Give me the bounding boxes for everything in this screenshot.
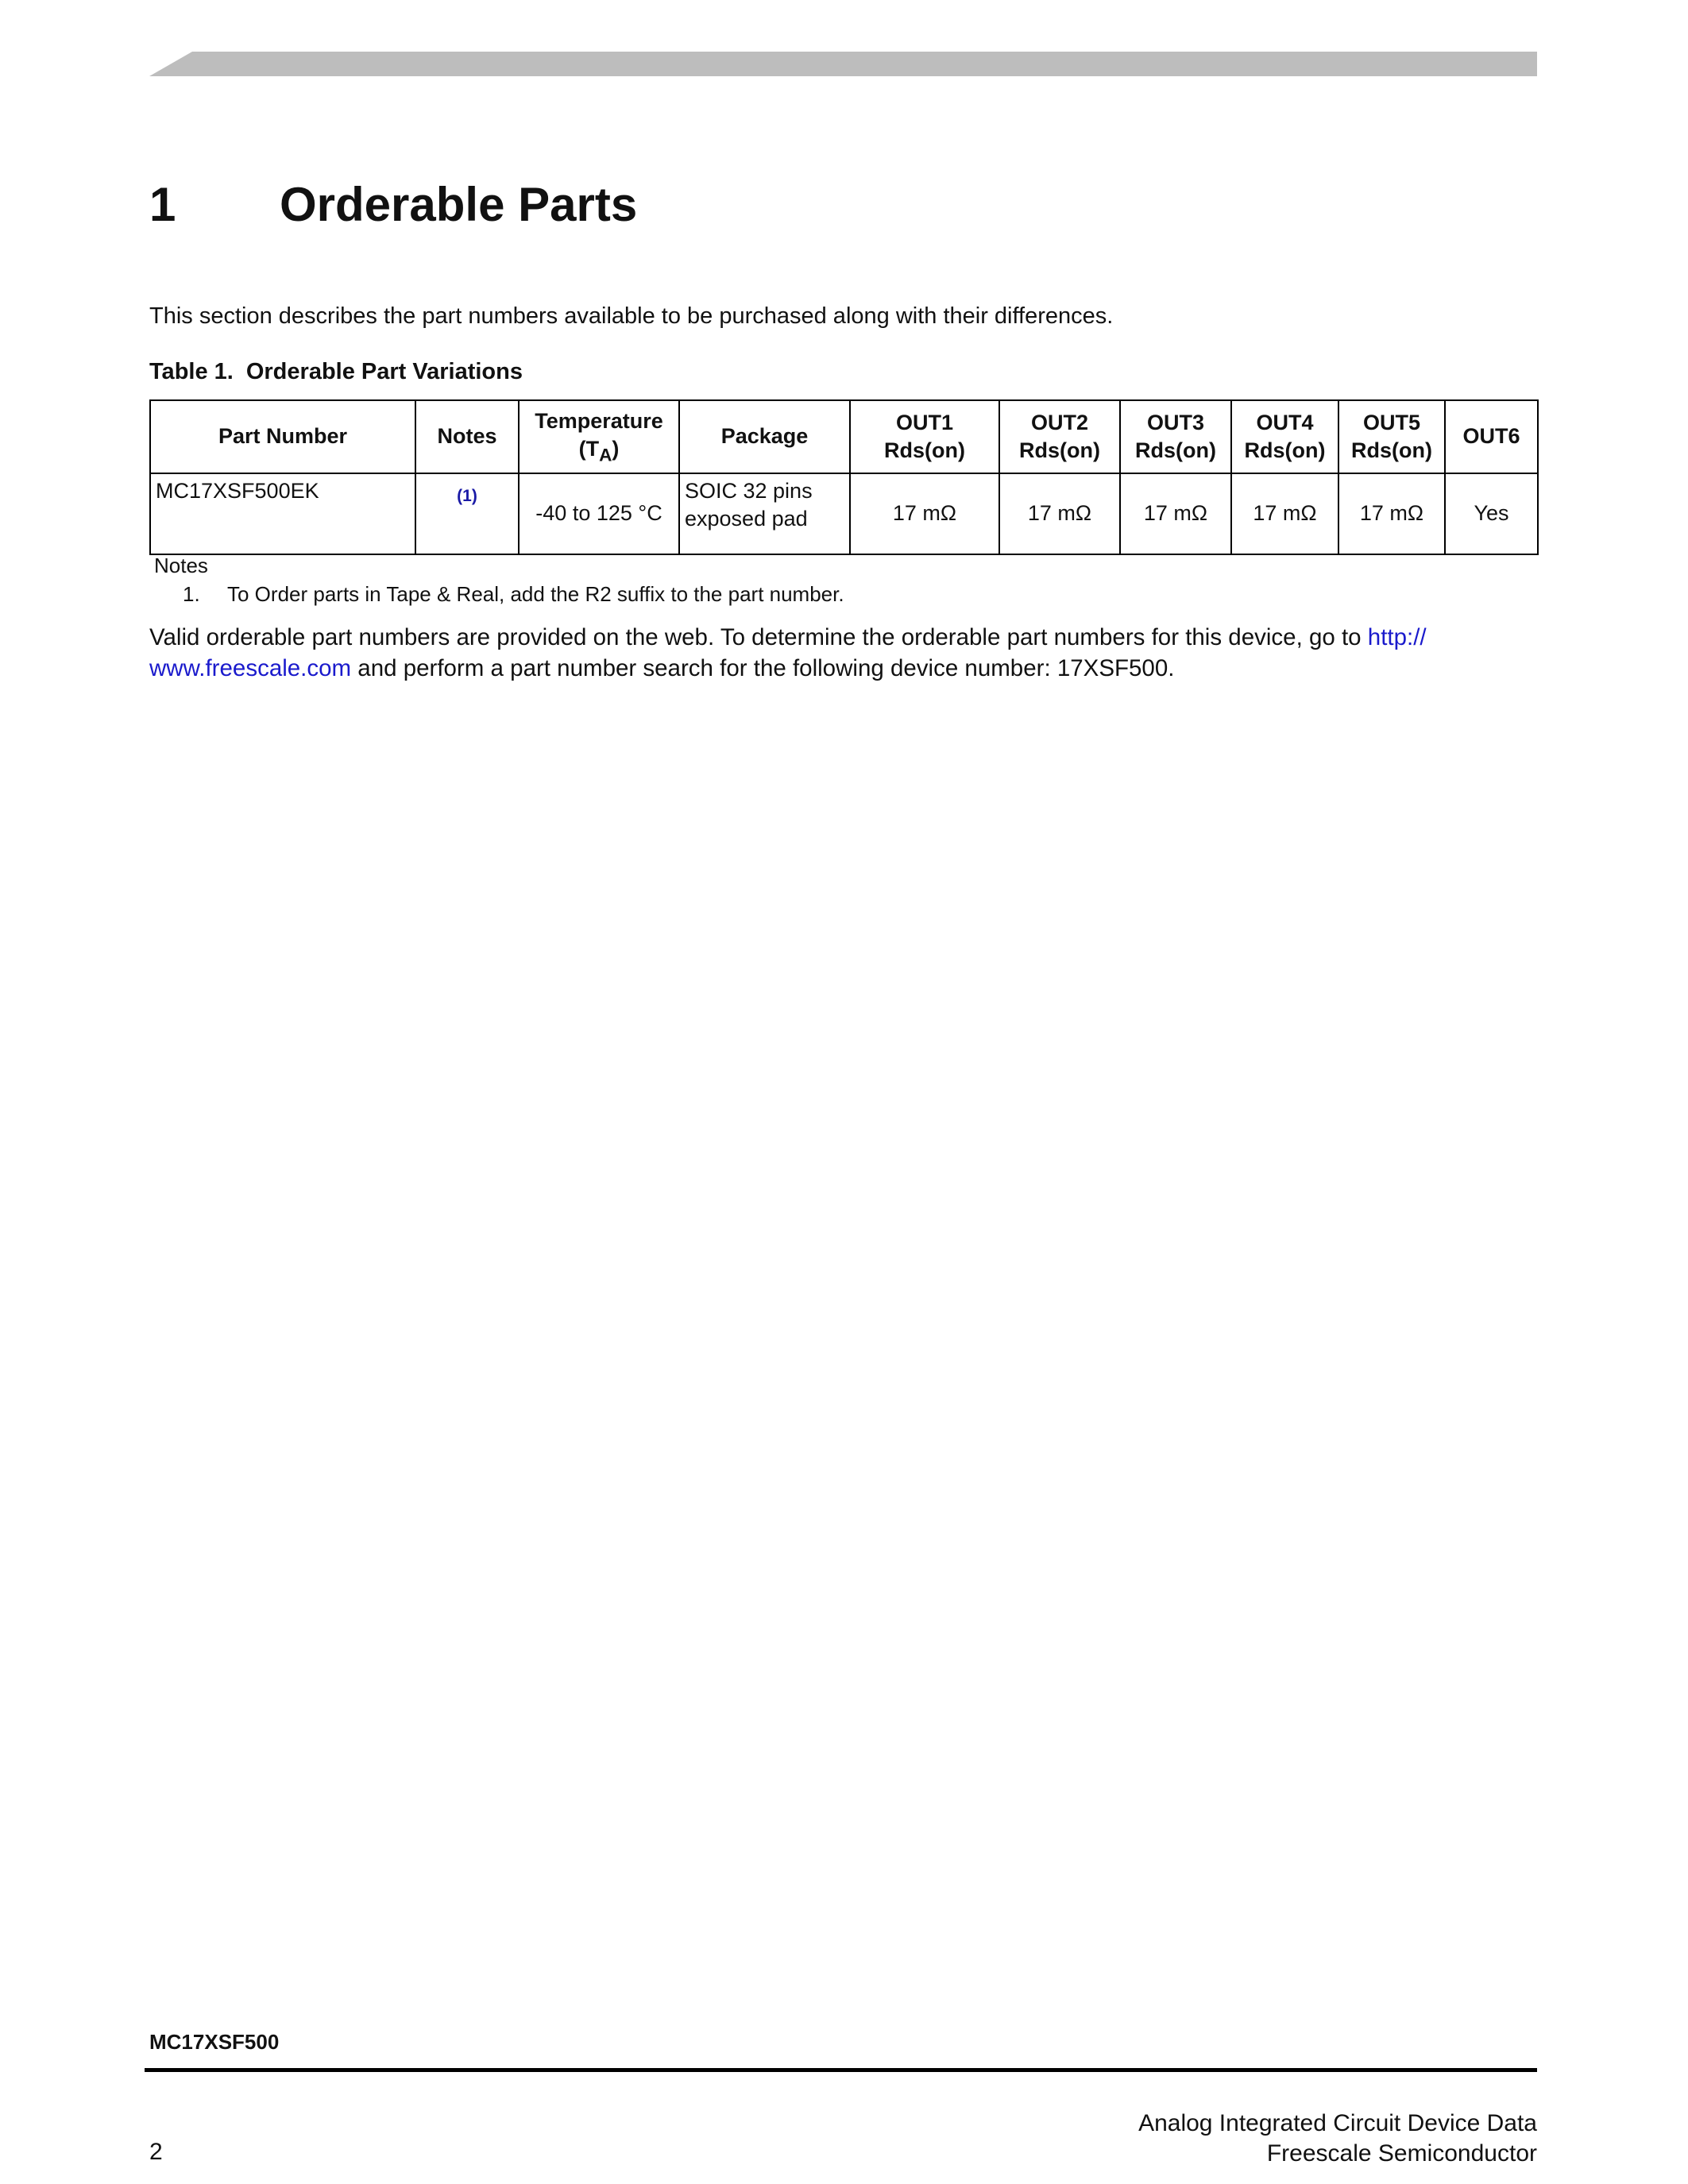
cell-part-number: MC17XSF500EK bbox=[150, 473, 415, 554]
cell-out6: Yes bbox=[1445, 473, 1538, 554]
footer-doc-type: Analog Integrated Circuit Device Data bbox=[1138, 2110, 1537, 2136]
note-text: To Order parts in Tape & Real, add the R2 suffix to the part number. bbox=[227, 582, 844, 606]
cell-out4: 17 mΩ bbox=[1231, 473, 1338, 554]
header-out6: OUT6 bbox=[1445, 400, 1538, 473]
header-temperature: Temperature $(T_A)$ bbox=[519, 400, 679, 473]
header-out3-label: OUT3 bbox=[1146, 410, 1204, 434]
header-part-number: Part Number bbox=[150, 400, 415, 473]
intro-paragraph: This section describes the part numbers available to be purchased along with their differences. bbox=[149, 303, 1114, 329]
header-out5-label: OUT5 bbox=[1362, 410, 1420, 434]
header-out1-label: OUT1 bbox=[895, 410, 953, 434]
header-temperature-subscript: A bbox=[599, 445, 612, 465]
table-caption bbox=[149, 359, 523, 385]
freescale-link-part1[interactable]: http:// bbox=[1367, 624, 1427, 650]
valid-parts-paragraph bbox=[149, 622, 1547, 684]
header-out3 bbox=[1120, 400, 1231, 473]
section-title: Orderable Parts bbox=[280, 178, 638, 231]
valid-parts-text-before: Valid orderable part numbers are provided on the web. To determine the orderable part numbers for this device, go to bbox=[149, 624, 1368, 650]
header-temperature-label: Temperature bbox=[535, 408, 663, 433]
cell-out5: 17 mΩ bbox=[1338, 473, 1445, 554]
header-out5-rds: Rds(on) bbox=[1351, 438, 1432, 462]
header-out5 bbox=[1338, 400, 1445, 473]
cell-temperature: -40 to 125 °C bbox=[519, 473, 679, 554]
header-out2-rds: Rds(on) bbox=[1019, 438, 1100, 462]
header-out2-label: OUT2 bbox=[1030, 410, 1088, 434]
table-row bbox=[150, 473, 1538, 554]
freescale-link-part2[interactable]: www.freescale.com bbox=[149, 655, 352, 681]
cell-package bbox=[679, 473, 850, 554]
section-heading bbox=[149, 178, 638, 231]
footer-doc-info bbox=[1138, 2109, 1537, 2169]
header-out4-rds: Rds(on) bbox=[1244, 438, 1326, 462]
note-item bbox=[183, 582, 844, 607]
header-out4-label: OUT4 bbox=[1256, 410, 1314, 434]
cell-out2: 17 mΩ bbox=[999, 473, 1120, 554]
footer-rule bbox=[145, 2068, 1537, 2072]
header-temperature-symbol: T bbox=[585, 436, 600, 461]
cell-notes-link[interactable]: (1) bbox=[415, 473, 519, 554]
header-out4 bbox=[1231, 400, 1338, 473]
header-out3-rds: Rds(on) bbox=[1135, 438, 1216, 462]
table-header-row bbox=[150, 400, 1538, 473]
footer-device-name: MC17XSF500 bbox=[149, 2030, 280, 2054]
header-notes: Notes bbox=[415, 400, 519, 473]
header-out2 bbox=[999, 400, 1120, 473]
note-index: 1. bbox=[183, 582, 200, 606]
header-out1-rds: Rds(on) bbox=[884, 438, 965, 462]
header-out1 bbox=[850, 400, 999, 473]
table-caption-label: Table 1. bbox=[149, 359, 234, 384]
orderable-parts-table bbox=[149, 399, 1539, 555]
table-caption-title: Orderable Part Variations bbox=[245, 359, 523, 384]
cell-out1: 17 mΩ bbox=[850, 473, 999, 554]
cell-package-line1: SOIC 32 pins bbox=[685, 479, 813, 503]
cell-out3: 17 mΩ bbox=[1120, 473, 1231, 554]
footer-page-number: 2 bbox=[149, 2139, 163, 2165]
footer-company: Freescale Semiconductor bbox=[1266, 2140, 1537, 2167]
header-package: Package bbox=[679, 400, 850, 473]
cell-package-line2: exposed pad bbox=[685, 507, 808, 531]
valid-parts-text-after: and perform a part number search for the following device number: 17XSF500. bbox=[351, 655, 1175, 681]
header-bar bbox=[149, 52, 1537, 76]
section-number: 1 bbox=[149, 178, 176, 231]
notes-label: Notes bbox=[154, 554, 208, 577]
